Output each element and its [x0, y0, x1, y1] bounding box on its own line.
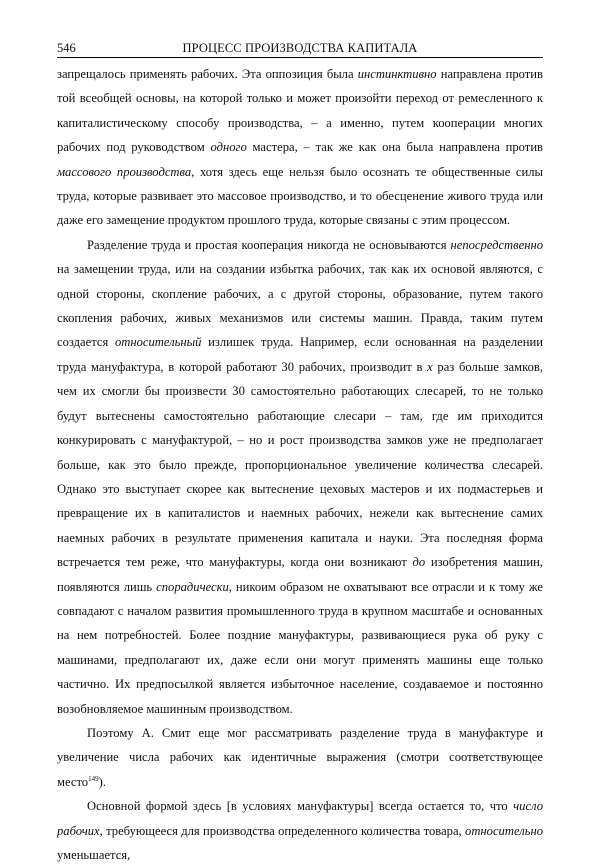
- emphasis-text: относительно: [465, 823, 543, 838]
- text-run: направлена против той всеобщей основы, на которой только и может произойти переход от ремесленного к капиталистическому способу производства, – а именно, путем кооперации многих рабочих под руководством: [57, 67, 543, 155]
- text-run: ).: [98, 774, 106, 789]
- text-run: Разделение труда и простая кооперация никогда не основываются: [87, 237, 451, 252]
- emphasis-text: x: [427, 359, 433, 374]
- text-run: запрещалось применять рабочих. Эта оппозиция была: [57, 67, 358, 81]
- footnote-ref[interactable]: 149: [88, 774, 99, 783]
- emphasis-text: относительный: [114, 335, 202, 350]
- emphasis-text: число рабочих: [57, 799, 543, 838]
- running-title: ПРОЦЕСС ПРОИЗВОДСТВА КАПИТАЛА: [182, 41, 418, 55]
- body-text: [57, 62, 543, 867]
- text-run: , требующееся для производства определенного количества товара,: [99, 823, 466, 838]
- text-run: на замещении труда, или на создании избытка рабочих, так как их основой являются, с одной стороны, скопление рабочих, а с другой стороны, образование, путем такого скопления рабочих, живых механизмов или системы машин. Правда, таким путем создается: [57, 262, 543, 350]
- text-run: раз больше замков, чем их смогли бы произвести 30 самостоятельно работающих слесарей, то не только будут вытеснены самостоятельно работающие слесари – там, где им приходится конкурировать с мануфактурой, – но и рост производства замков уже не предполагает больше, как это было прежде, пропорциональное увеличение количества слесарей. Однако это выступает скорее как вытеснение цеховых мастеров и их подмастерьев и превращение их в капиталистов и наемных рабочих, нежели как вытеснение самих наемных рабочих в результате применения капитала и науки. Эта последняя форма встречается тем реже, что мануфактуры, когда они возникают: [57, 359, 543, 570]
- paragraph: [57, 62, 543, 233]
- text-run: , хотя здесь еще нельзя было осознать те общественные силы труда, которые развивает это массовое производство, и то обесценение живого труда или даже его замещение продуктом прошлого труда, которые связаны с этим процессом.: [57, 164, 543, 228]
- emphasis-text: массового производства: [57, 164, 192, 179]
- paragraph: [57, 721, 543, 794]
- text-run: Поэтому А. Смит еще мог рассматривать разделение труда в мануфактуре и увеличение числа рабочих как идентичные выражения (смотри соответствующее место: [57, 725, 543, 789]
- text-run: мастера, – так же как она была направлена против: [246, 140, 544, 155]
- paragraph: [57, 233, 543, 721]
- document-page: [57, 40, 543, 867]
- text-run: изобретения машин, появляются лишь: [57, 555, 543, 594]
- emphasis-text: спорадически: [156, 579, 229, 594]
- emphasis-text: до: [412, 555, 426, 570]
- page-number: 546: [57, 41, 76, 55]
- text-run: Основной формой здесь [в условиях мануфактуры] всегда остается то, что: [87, 799, 514, 814]
- emphasis-text: инстинктивно: [357, 67, 437, 81]
- paragraph: [57, 794, 543, 867]
- text-run: , никоим образом не охватывают все отрасли и к тому же совпадают с началом развития промышленного труда в крупном масштабе и основанных на нем потребностей. Более поздние мануфактуры, развивающиеся рука об руку с машинами, предполагают их, даже если они могут применять машины еще только частично. Их предпосылкой является избыточное население, создаваемое и постоянно возобновляемое машинным производством.: [57, 579, 543, 716]
- text-run: излишек труда. Например, если основанная на разделении труда мануфактура, в которой работают 30 рабочих, производит в: [57, 335, 543, 374]
- running-header: [57, 40, 543, 58]
- text-run: уменьшается,: [57, 848, 131, 862]
- emphasis-text: непосредственно: [450, 237, 543, 252]
- emphasis-text: одного: [210, 140, 247, 155]
